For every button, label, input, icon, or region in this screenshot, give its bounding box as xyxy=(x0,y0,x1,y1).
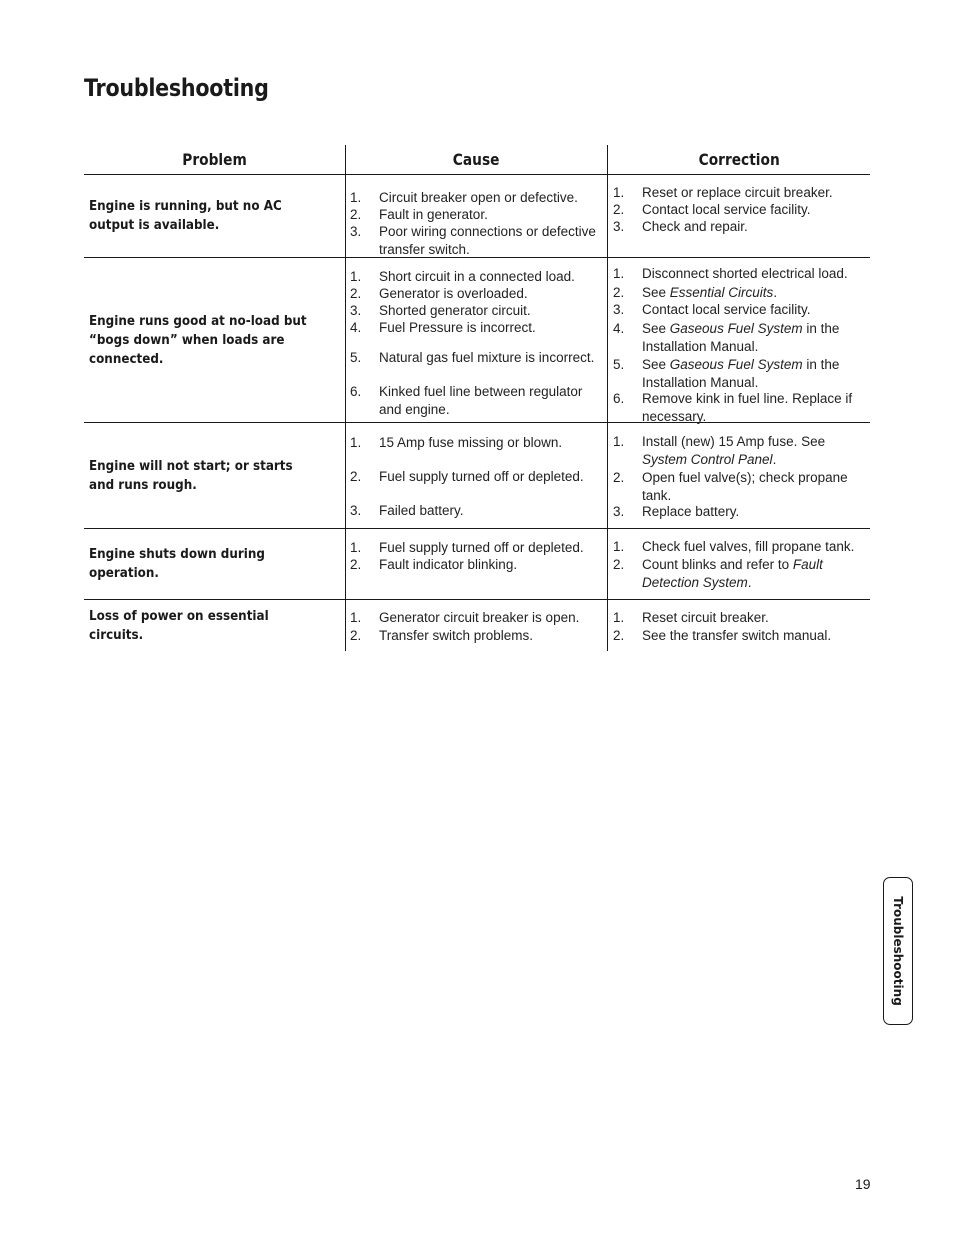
item-text: Reset or replace circuit breaker. xyxy=(642,185,833,200)
problem-cell xyxy=(84,529,346,599)
item-text: Install (new) 15 Amp fuse. See System Control Panel. xyxy=(642,434,826,467)
problem-text: Loss of power on essential circuits. xyxy=(89,608,269,643)
item-number: 1. xyxy=(613,266,625,281)
item-text: Generator is overloaded. xyxy=(379,286,528,301)
table-row xyxy=(84,529,870,600)
side-tab-label: Troubleshooting xyxy=(891,896,905,1006)
item-text: Shorted generator circuit. xyxy=(379,303,531,318)
page-title: Troubleshooting xyxy=(84,74,269,102)
item-text: Replace battery. xyxy=(642,504,740,519)
problem-text: Engine shuts down during operation. xyxy=(89,547,265,581)
item-number: 2. xyxy=(350,286,362,301)
table-header xyxy=(84,145,870,175)
item-text: Count blinks and refer to Fault Detection System. xyxy=(642,557,823,590)
item-number: 6. xyxy=(350,384,362,399)
list-item xyxy=(350,434,605,452)
troubleshooting-table xyxy=(84,145,870,651)
list-item xyxy=(613,265,868,283)
item-text: See the transfer switch manual. xyxy=(642,628,832,643)
problem-cell xyxy=(84,423,346,528)
list-item xyxy=(613,503,868,521)
list-item xyxy=(350,268,605,286)
item-number: 2. xyxy=(613,285,625,300)
item-text: Transfer switch problems. xyxy=(379,628,534,643)
list-item xyxy=(613,556,868,591)
table-row xyxy=(84,423,870,529)
item-text: Open fuel valve(s); check propane tank. xyxy=(642,470,848,503)
item-number: 3. xyxy=(350,224,362,239)
item-number: 1. xyxy=(613,610,625,625)
cause-cell xyxy=(346,529,608,599)
item-text: See Essential Circuits. xyxy=(642,285,778,300)
item-number: 1. xyxy=(613,434,625,449)
item-number: 2. xyxy=(613,628,625,643)
item-number: 2. xyxy=(613,470,625,485)
list-item xyxy=(613,218,868,236)
list-item xyxy=(613,301,868,319)
item-text: Contact local service facility. xyxy=(642,302,811,317)
item-text: Generator circuit breaker is open. xyxy=(379,610,580,625)
item-text: Fuel Pressure is incorrect. xyxy=(379,320,536,335)
item-text: Disconnect shorted electrical load. xyxy=(642,266,848,281)
item-text: Fault indicator blinking. xyxy=(379,557,518,572)
list-item xyxy=(613,433,868,468)
item-text: Kinked fuel line between regulator and engine. xyxy=(379,384,583,417)
list-item xyxy=(350,383,605,418)
item-number: 2. xyxy=(350,628,362,643)
item-number: 2. xyxy=(350,469,362,484)
item-number: 5. xyxy=(350,350,362,365)
item-text: Check fuel valves, fill propane tank. xyxy=(642,539,855,554)
problem-cell xyxy=(84,258,346,422)
list-item xyxy=(350,285,605,303)
item-number: 1. xyxy=(613,539,625,554)
list-item xyxy=(350,206,605,224)
item-number: 4. xyxy=(350,320,362,335)
problem-cell xyxy=(84,175,346,257)
cause-cell xyxy=(346,600,608,651)
item-number: 1. xyxy=(350,540,362,555)
item-number: 1. xyxy=(350,610,362,625)
item-text: Fuel supply turned off or depleted. xyxy=(379,540,584,555)
header-problem: Problem xyxy=(84,145,346,174)
item-number: 3. xyxy=(613,219,625,234)
table-body xyxy=(84,175,870,651)
correction-cell xyxy=(608,600,870,651)
item-number: 3. xyxy=(613,504,625,519)
problem-text: Engine is running, but no AC output is available. xyxy=(89,199,282,233)
list-item xyxy=(613,469,868,504)
item-number: 3. xyxy=(350,503,362,518)
item-text: Contact local service facility. xyxy=(642,202,811,217)
page-number: 19 xyxy=(855,1176,871,1192)
item-text: Failed battery. xyxy=(379,503,464,518)
list-item xyxy=(613,538,868,556)
item-number: 2. xyxy=(350,557,362,572)
cause-cell xyxy=(346,175,608,257)
list-item xyxy=(613,320,868,355)
list-item xyxy=(613,609,868,627)
item-number: 4. xyxy=(613,321,625,336)
problem-cell xyxy=(84,600,346,651)
item-number: 1. xyxy=(350,190,362,205)
item-text: Short circuit in a connected load. xyxy=(379,269,575,284)
item-number: 1. xyxy=(613,185,625,200)
list-item xyxy=(613,184,868,202)
cause-cell xyxy=(346,423,608,528)
item-text: Remove kink in fuel line. Replace if necessary. xyxy=(642,391,853,424)
correction-cell xyxy=(608,529,870,599)
item-number: 2. xyxy=(613,202,625,217)
item-number: 2. xyxy=(350,207,362,222)
header-correction: Correction xyxy=(698,150,780,169)
list-item xyxy=(350,627,605,645)
item-text: Circuit breaker open or defective. xyxy=(379,190,578,205)
item-text: See Gaseous Fuel System in the Installation Manual. xyxy=(642,321,840,354)
list-item xyxy=(350,556,605,574)
item-number: 1. xyxy=(350,435,362,450)
table-row xyxy=(84,175,870,258)
table-row xyxy=(84,600,870,651)
item-number: 6. xyxy=(613,391,625,406)
table-row xyxy=(84,258,870,423)
list-item xyxy=(613,390,868,425)
list-item xyxy=(350,468,605,486)
section-side-tab[interactable] xyxy=(883,877,913,1025)
item-text: Poor wiring connections or defective transfer switch. xyxy=(379,224,596,257)
item-text: Reset circuit breaker. xyxy=(642,610,769,625)
header-cause: Cause xyxy=(346,145,608,174)
list-item xyxy=(350,302,605,320)
list-item xyxy=(613,201,868,219)
problem-text: Engine will not start; or starts and runs rough. xyxy=(89,458,293,493)
list-item xyxy=(350,319,605,337)
item-number: 2. xyxy=(613,557,625,572)
list-item xyxy=(350,223,605,258)
item-text: Check and repair. xyxy=(642,219,748,234)
cause-cell xyxy=(346,258,608,422)
item-text: Fault in generator. xyxy=(379,207,488,222)
item-number: 1. xyxy=(350,269,362,284)
list-item xyxy=(350,189,605,207)
item-text: See Gaseous Fuel System in the Installation Manual. xyxy=(642,357,840,390)
list-item xyxy=(350,349,605,367)
problem-text: Engine runs good at no-load but “bogs down” when loads are connected. xyxy=(89,313,307,367)
item-number: 3. xyxy=(613,302,625,317)
item-text: Fuel supply turned off or depleted. xyxy=(379,469,584,484)
list-item xyxy=(350,502,605,520)
item-text: 15 Amp fuse missing or blown. xyxy=(379,435,563,450)
list-item xyxy=(350,539,605,557)
list-item xyxy=(350,609,605,627)
correction-cell xyxy=(608,175,870,257)
list-item xyxy=(613,627,868,645)
correction-cell xyxy=(608,258,870,422)
item-number: 3. xyxy=(350,303,362,318)
list-item xyxy=(613,356,868,391)
item-text: Natural gas fuel mixture is incorrect. xyxy=(379,350,595,365)
correction-cell xyxy=(608,423,870,528)
item-number: 5. xyxy=(613,357,625,372)
list-item xyxy=(613,284,868,302)
